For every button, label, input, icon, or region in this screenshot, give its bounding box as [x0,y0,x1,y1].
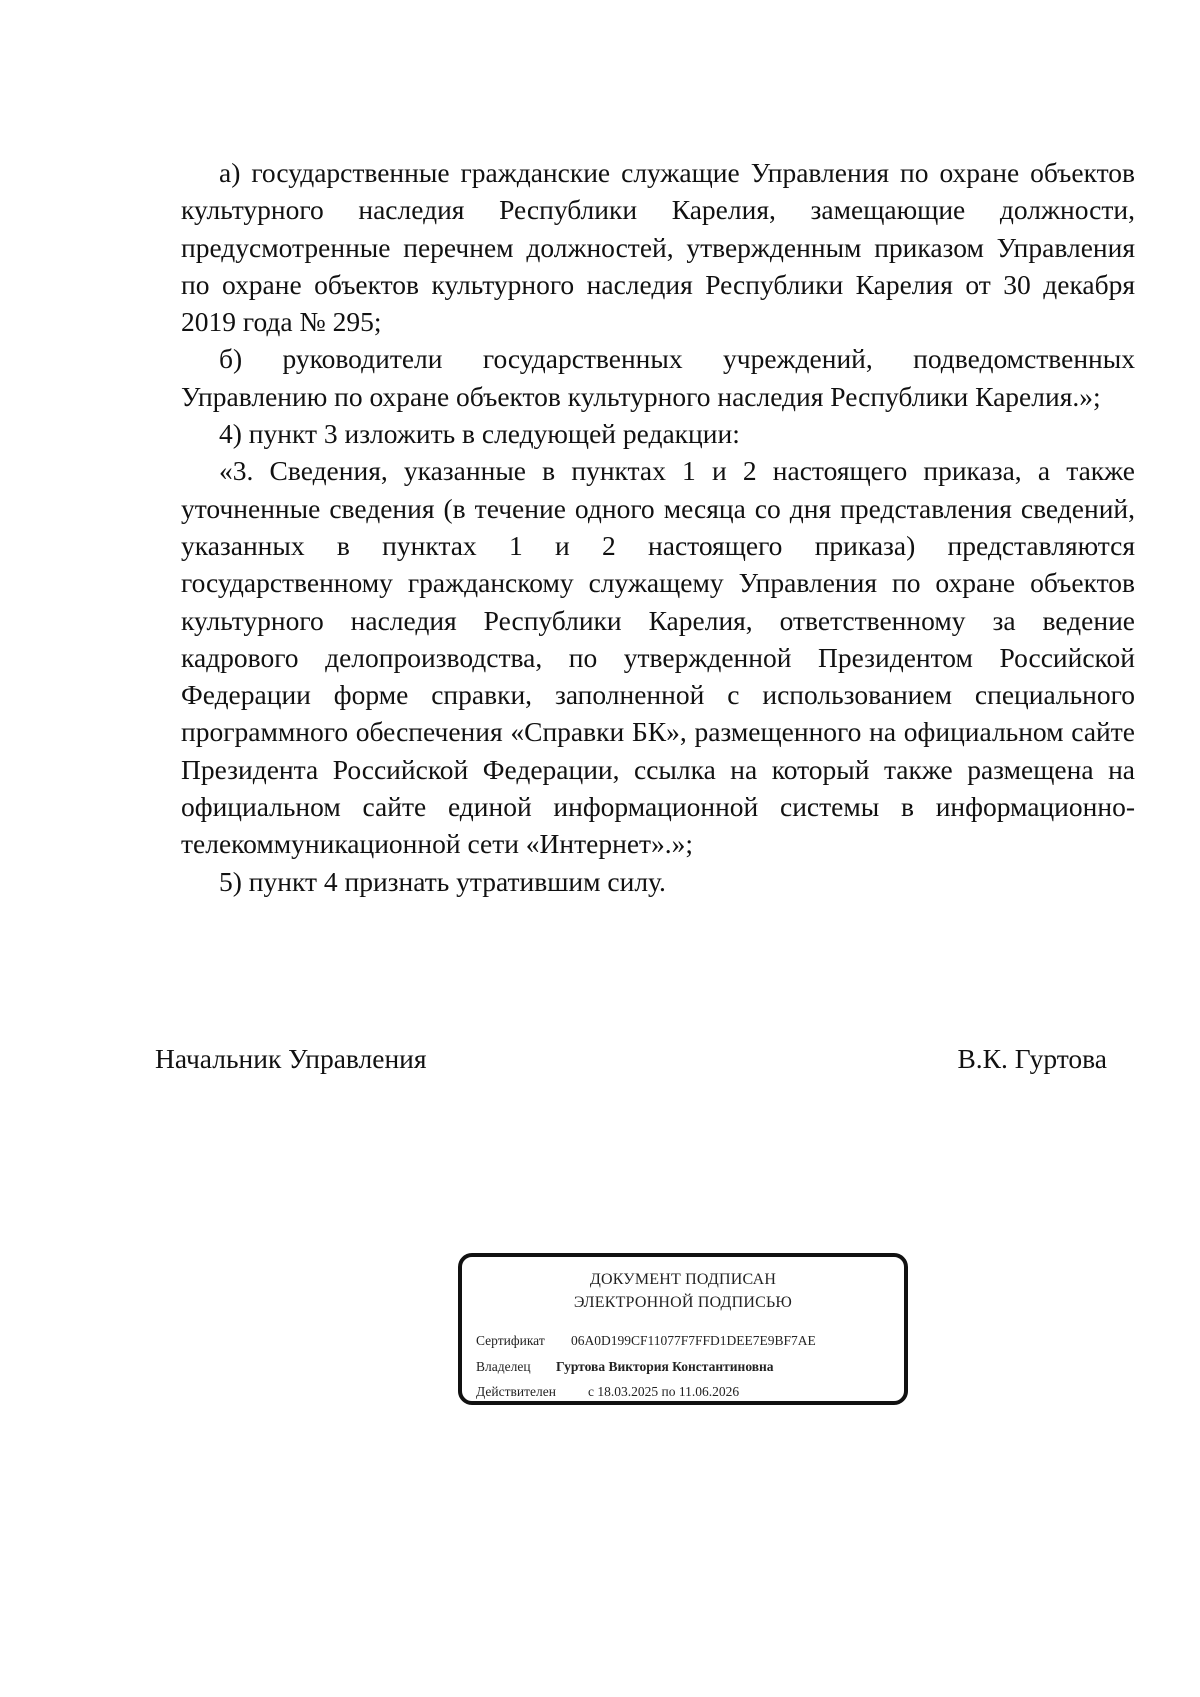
stamp-certificate-label: Сертификат [476,1333,545,1348]
stamp-certificate-row [476,1333,816,1349]
stamp-owner-row [476,1359,774,1375]
paragraph-b: б) руководители государственных учреждений, подведомственных Управлению по охране объектов культурного наследия Республики Карелия.»; [181,343,1135,412]
paragraph-a: а) государственные гражданские служащие Управления по охране объектов культурного наследия Республики Карелия, замещающие должности, предусмотренные перечнем должностей, утвержденным приказом Управления по охране объектов культурного наследия Республики Карелия от 30 декабря 2019 года № 295; [181,157,1135,338]
stamp-validity-label: Действителен [476,1384,556,1399]
electronic-signature-stamp [458,1253,908,1405]
stamp-validity-value: с 18.03.2025 по 11.06.2026 [588,1384,740,1399]
stamp-title-line2: ЭЛЕКТРОННОЙ ПОДПИСЬЮ [573,1294,793,1311]
paragraph-3-new: «3. Сведения, указанные в пунктах 1 и 2 настоящего приказа, а также уточненные сведения (в течение одного месяца со дня представления сведений, указанных в пунктах 1 и 2 настоящего приказа) представляются государственному гражданскому служащему Управления по охране объектов культурного наследия Республики Карелия, ответственному за ведение кадрового делопроизводства, по утвержденной Президентом Российской Федерации форме справки, заполненной с использованием специального программного обеспечения «Справки БК», размещенного на официальном сайте Президента Российской Федерации, ссылка на который также размещена на официальном сайте единой информационной системы в информационно-телекоммуникационной сети «Интернет».»; [181,455,1135,860]
signatory-position: Начальник Управления [155,1043,427,1074]
signatory-name: В.К. Гуртова [957,1043,1107,1074]
stamp-title-line1: ДОКУМЕНТ ПОДПИСАН [589,1271,777,1288]
stamp-validity-row [476,1384,739,1400]
stamp-owner-label: Владелец [476,1359,531,1374]
paragraph-5: 5) пункт 4 признать утратившим силу. [219,865,666,897]
stamp-certificate-value: 06A0D199CF11077F7FFD1DEE7E9BF7AE [571,1333,816,1348]
stamp-owner-value: Гуртова Виктория Константиновна [556,1359,774,1374]
paragraph-4: 4) пункт 3 изложить в следующей редакции: [219,418,740,450]
document-body [181,154,1135,900]
